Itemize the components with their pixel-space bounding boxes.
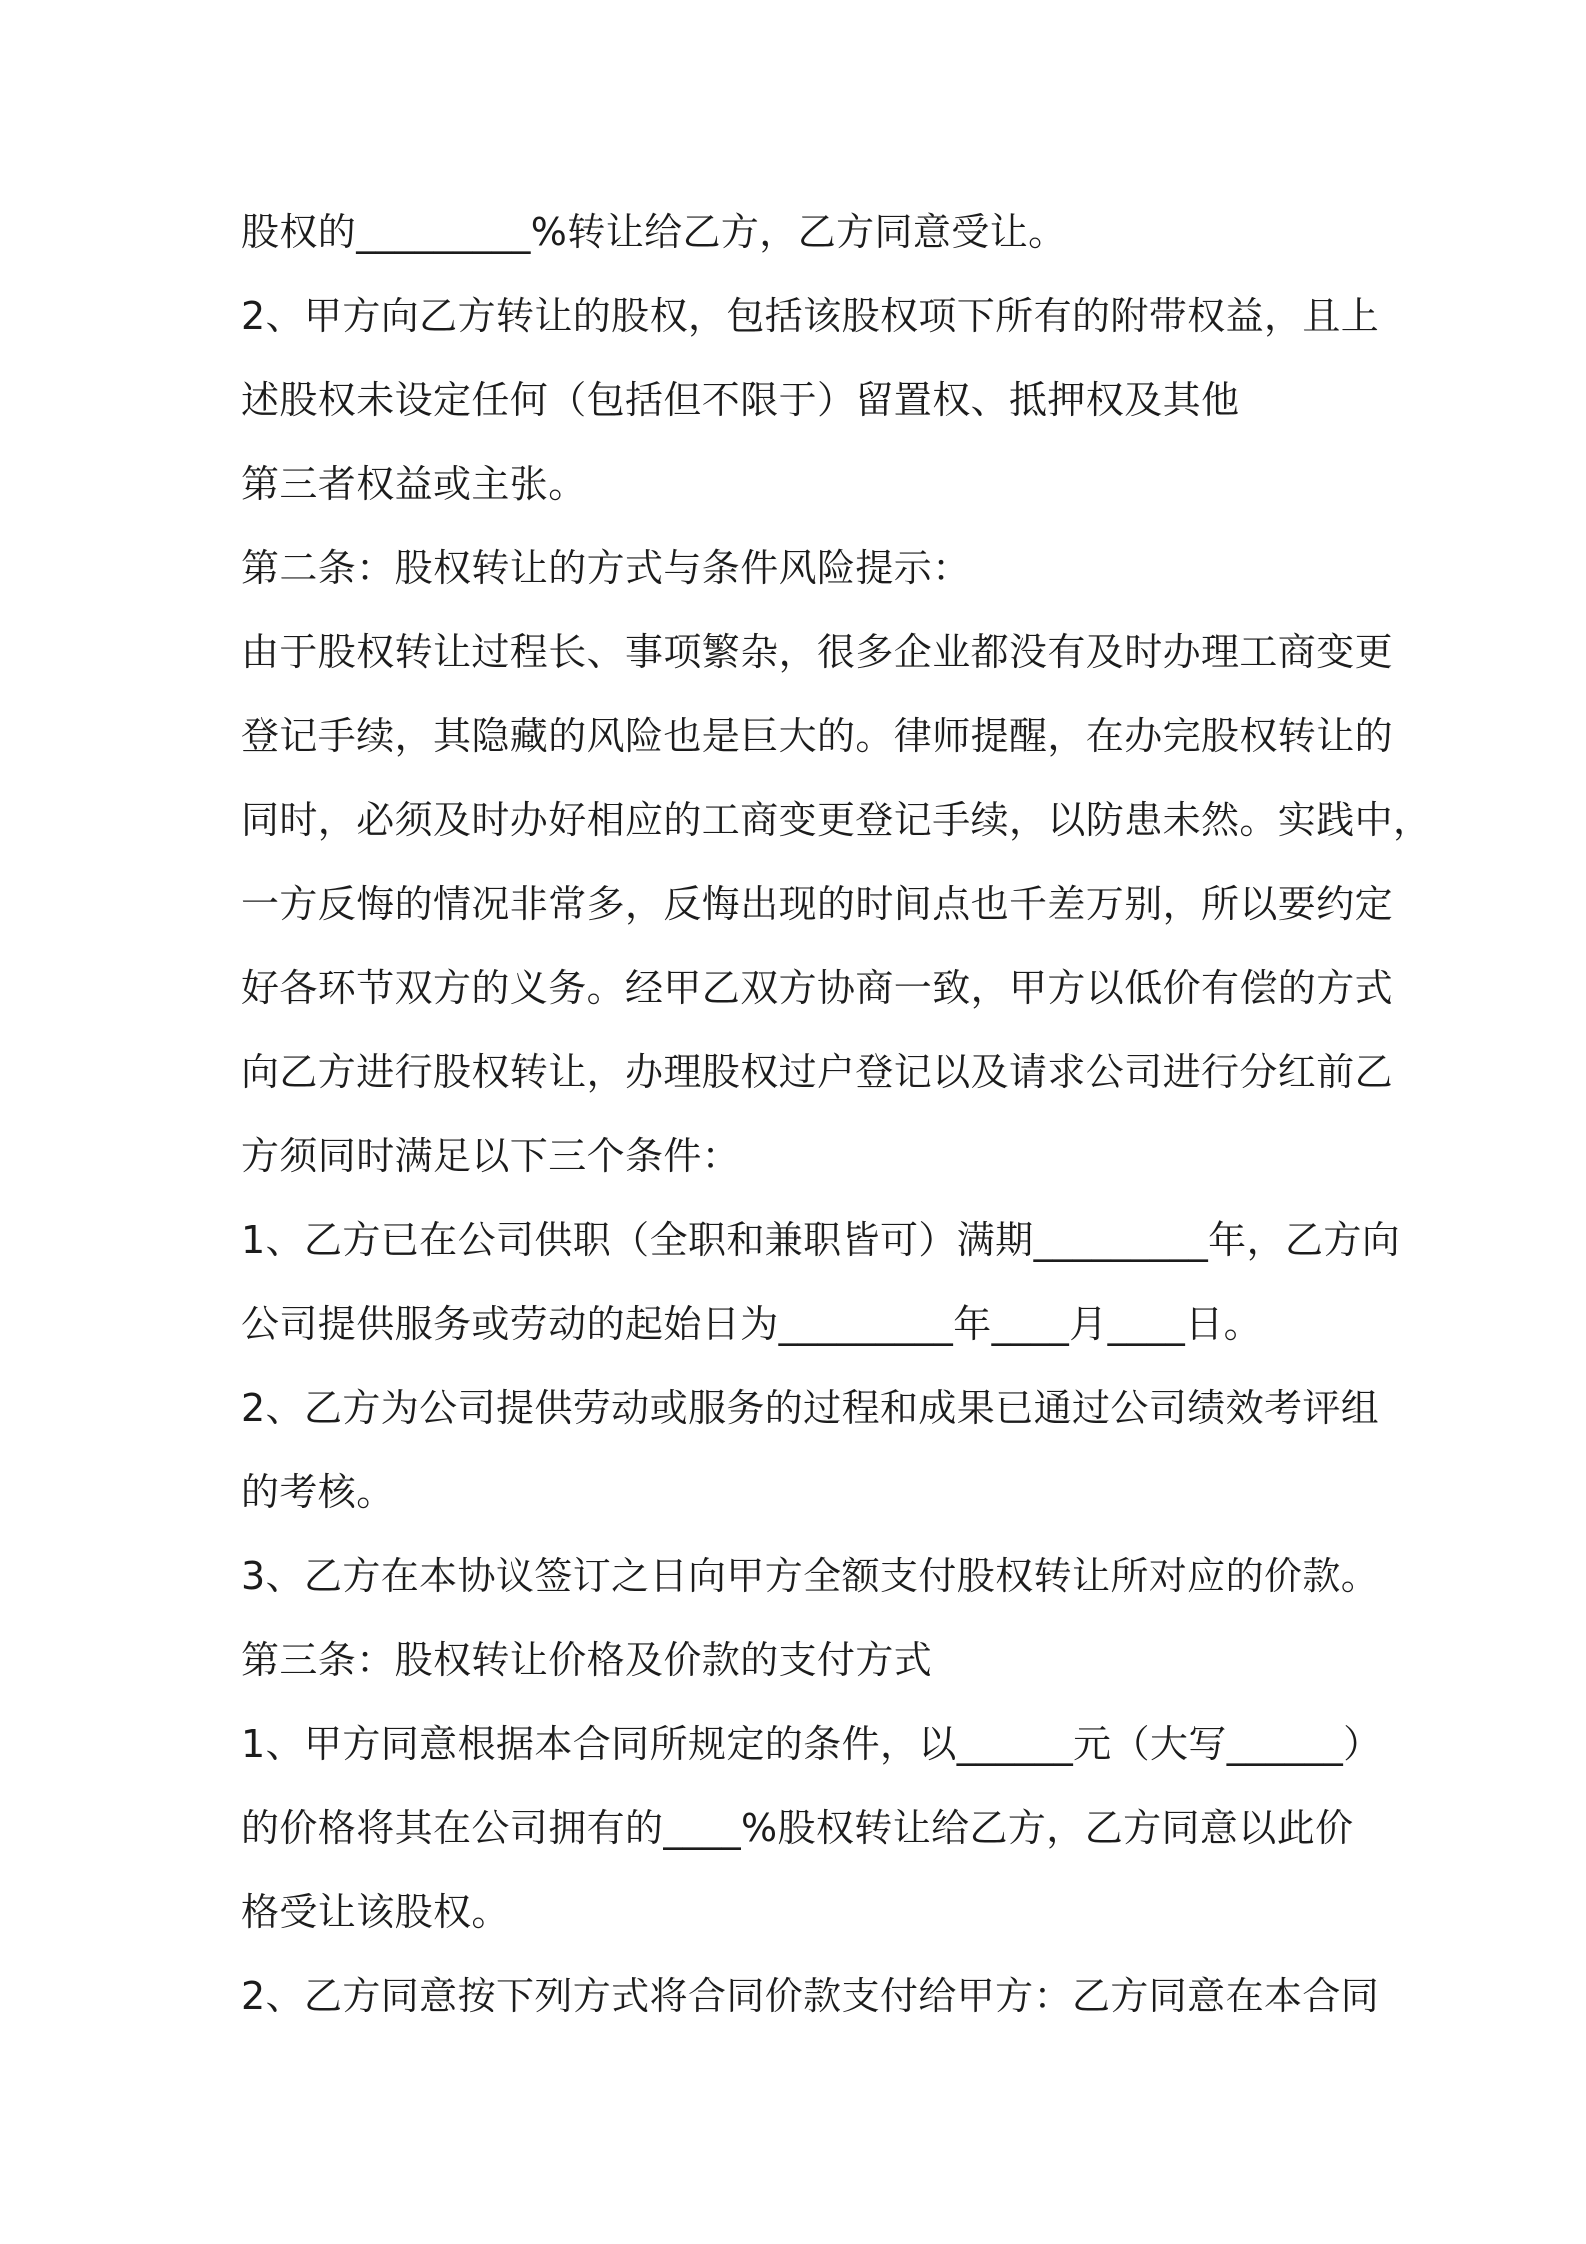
text-line-13: 1、乙方已在公司供职（全职和兼职皆可）满期_________年，乙方向 xyxy=(241,1218,1401,1262)
article-2-heading: 第二条：股权转让的方式与条件风险提示： xyxy=(241,546,971,590)
text-line-4: 第三者权益或主张。 xyxy=(241,462,587,506)
text-line-10: 好各环节双方的义务。经甲乙双方协商一致，甲方以低价有偿的方式 xyxy=(241,966,1394,1010)
text-line-2: 2、甲方向乙方转让的股权，包括该股权项下所有的附带权益，且上 xyxy=(241,294,1380,338)
text-line-1: 股权的_________%转让给乙方，乙方同意受让。 xyxy=(241,210,1067,254)
text-line-11: 向乙方进行股权转让，办理股权过户登记以及请求公司进行分红前乙 xyxy=(241,1050,1394,1094)
text-line-14: 公司提供服务或劳动的起始日为_________年____月____日。 xyxy=(241,1302,1263,1346)
text-line-22: 2、乙方同意按下列方式将合同价款支付给甲方：乙方同意在本合同 xyxy=(241,1974,1380,2018)
text-line-8: 同时，必须及时办好相应的工商变更登记手续，以防患未然。实践中， xyxy=(241,798,1432,842)
text-line-6: 由于股权转让过程长、事项繁杂，很多企业都没有及时办理工商变更 xyxy=(241,630,1394,674)
text-line-21: 格受让该股权。 xyxy=(241,1890,510,1934)
document-body xyxy=(241,190,1432,2038)
text-line-3: 述股权未设定任何（包括但不限于）留置权、抵押权及其他 xyxy=(241,378,1240,422)
text-line-20: 的价格将其在公司拥有的____%股权转让给乙方，乙方同意以此价 xyxy=(241,1806,1354,1850)
text-line-16: 的考核。 xyxy=(241,1470,395,1514)
text-line-9: 一方反悔的情况非常多，反悔出现的时间点也千差万别，所以要约定 xyxy=(241,882,1394,926)
text-line-17: 3、乙方在本协议签订之日向甲方全额支付股权转让所对应的价款。 xyxy=(241,1554,1380,1598)
article-3-heading: 第三条：股权转让价格及价款的支付方式 xyxy=(241,1638,933,1682)
text-line-19: 1、甲方同意根据本合同所规定的条件，以______元（大写______） xyxy=(241,1722,1382,1766)
text-line-12: 方须同时满足以下三个条件： xyxy=(241,1134,741,1178)
text-line-15: 2、乙方为公司提供劳动或服务的过程和成果已通过公司绩效考评组 xyxy=(241,1386,1380,1430)
text-line-7: 登记手续，其隐藏的风险也是巨大的。律师提醒，在办完股权转让的 xyxy=(241,714,1394,758)
